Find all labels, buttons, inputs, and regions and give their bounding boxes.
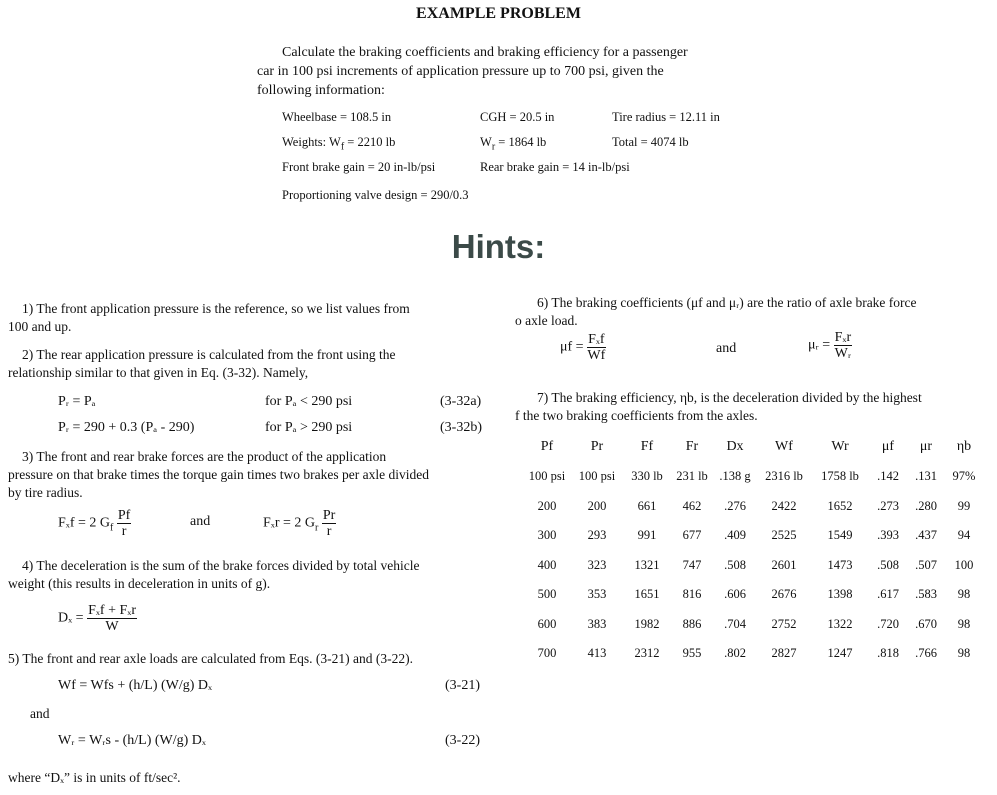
table-cell: 100 [954,557,974,572]
table-cell: 2316 lb [765,469,803,484]
equation-3-22: Wᵣ = Wᵣs - (h/L) (W/g) Dₓ [58,733,206,748]
table-cell: 97% [952,469,976,484]
table-cell: .583 [915,587,937,602]
table-cell: .131 [915,469,937,484]
table-cell: 2827 [771,646,797,661]
equation-3-32a-condition: for Pₐ < 290 psi [265,394,353,409]
table-cell: 2525 [771,528,797,543]
table-cell: 300 [537,528,557,543]
table-cell: 1549 [827,528,853,543]
table-cell: 747 [682,557,702,572]
table-cell: 2676 [771,587,797,602]
table-cell: .138 g [719,469,751,484]
given-tire-radius: Tire radius = 12.11 in [612,110,720,124]
and-label-2: and [30,706,50,721]
hint-4-line-1: 4) The deceleration is the sum of the brake forces divided by total vehicle [22,558,420,573]
table-cell: 200 [587,498,607,513]
table-header: Dx [726,439,744,454]
results-table [522,432,982,669]
table-cell: .670 [915,616,937,631]
table-cell: 400 [537,557,557,572]
hint-5: 5) The front and rear axle loads are calculated from Eqs. (3-21) and (3-22). [8,651,413,666]
table-header: Ff [640,439,654,454]
table-cell: .280 [915,498,937,513]
table-cell: 94 [957,528,971,543]
hint-2-line-1: 2) The rear application pressure is calculated from the front using the [22,347,396,362]
equation-fxf: Fₓf = 2 $G_f$ $\frac{Pf}{r}$ [58,508,131,539]
table-cell: 330 lb [631,469,663,484]
equation-3-22-number: (3-22) [445,733,480,748]
table-header-row [522,432,982,462]
table-cell: 1758 lb [821,469,859,484]
given-cgh: CGH = 20.5 in [480,110,555,124]
table-cell: 231 lb [676,469,708,484]
given-rear-weight: $W_r = 1864$ lb [480,135,547,153]
equation-3-32a-number: (3-32a) [440,394,482,409]
table-cell: 413 [587,646,607,661]
table-cell: .802 [724,646,746,661]
table-header: Wf [775,439,793,454]
table-cell: .142 [877,469,899,484]
given-front-gain: Front brake gain = 20 in-lb/psi [282,160,436,174]
table-cell: 2312 [634,646,660,661]
table-cell: 1652 [827,498,853,513]
and-label-3: and [716,341,737,356]
table-cell: 353 [587,587,607,602]
table-cell: 500 [537,587,557,602]
table-cell: 100 psi [578,469,616,484]
table-cell: 1322 [827,616,853,631]
hint-7-line-2: f the two braking coefficients from the axles. [515,408,758,423]
table-cell: .437 [915,528,937,543]
given-rear-gain: Rear brake gain = 14 in-lb/psi [480,160,630,174]
equation-3-32b-condition: for Pₐ > 290 psi [265,420,353,435]
equation-fxr: Fₓr = 2 $G_r$ $\frac{Pr}{r}$ [263,508,336,539]
table-cell: .409 [724,528,746,543]
equation-3-32a: Pᵣ = Pₐ [58,394,96,409]
table-cell: .617 [877,587,899,602]
table-cell: .606 [724,587,746,602]
problem-line-1: Calculate the braking coefficients and braking efficiency for a passenger [282,45,688,60]
table-header: μf [881,439,895,454]
hint-7-line-1: 7) The braking efficiency, ηb, is the deceleration divided by the highest [537,390,922,405]
table-row [522,521,982,551]
table-cell: 1473 [827,557,853,572]
table-header: ηb [956,439,972,454]
table-header: μr [919,439,933,454]
page-title: EXAMPLE PROBLEM [416,5,581,22]
table-row [522,580,982,610]
problem-line-3: following information: [257,83,385,98]
table-cell: 661 [637,498,657,513]
table-cell: .818 [877,646,899,661]
equation-3-32b: Pᵣ = 290 + 0.3 (Pₐ - 290) [58,420,195,435]
equation-mur: μᵣ = $\frac{\text{Fₓr}}{\text{Wᵣ}}$ [808,330,852,361]
table-header: Pf [540,439,554,454]
equation-muf: μf = $\frac{\text{Fₓf}}{Wf}$ [560,332,606,363]
table-cell: .507 [915,557,937,572]
table-cell: .508 [724,557,746,572]
table-cell: 98 [957,587,971,602]
table-cell: 677 [682,528,702,543]
equation-3-32b-number: (3-32b) [440,420,482,435]
hint-3-line-2: pressure on that brake times the torque gain times two brakes per axle divided [8,467,429,482]
table-cell: 2601 [771,557,797,572]
table-cell: 323 [587,557,607,572]
table-cell: 886 [682,616,702,631]
hint-6-line-1: 6) The braking coefficients (μf and μᵣ) are the ratio of axle brake force [537,295,917,310]
table-cell: 991 [637,528,657,543]
table-row [522,492,982,522]
given-wheelbase: Wheelbase = 108.5 in [282,110,392,124]
equation-3-21-number: (3-21) [445,678,480,693]
table-cell: 1398 [827,587,853,602]
and-label-1: and [190,514,211,529]
hint-2-line-2: relationship similar to that given in Eq. (3-32). Namely, [8,365,309,380]
table-cell: 600 [537,616,557,631]
hint-4-line-2: weight (this results in deceleration in units of g). [8,576,271,591]
hint-1-line-1: 1) The front application pressure is the reference, so we list values from [22,301,410,316]
table-cell: 98 [957,616,971,631]
table-cell: 293 [587,528,607,543]
table-row [522,551,982,581]
table-cell: 99 [957,498,971,513]
units-note: where “Dₓ” is in units of ft/sec². [8,770,181,785]
table-cell: .508 [877,557,899,572]
equation-deceleration: Dₓ = $\frac{\text{Fₓf + Fₓr}}{W}$ [58,603,136,634]
table-cell: 1247 [827,646,853,661]
given-total-weight: Total = 4074 lb [612,135,689,149]
table-row [522,610,982,640]
table-cell: .704 [724,616,746,631]
problem-line-2: car in 100 psi increments of application pressure up to 700 psi, given the [257,64,664,79]
table-cell: .276 [724,498,746,513]
hint-3-line-1: 3) The front and rear brake forces are the product of the application [22,449,387,464]
table-header: Pr [590,439,604,454]
table-cell: 816 [682,587,702,602]
table-cell: 1321 [634,557,660,572]
hint-6-line-2: o axle load. [515,313,578,328]
table-cell: 1982 [634,616,660,631]
table-cell: 462 [682,498,702,513]
given-front-weight: Weights: $W_f = 2210$ lb [282,135,396,153]
table-header: Wr [831,439,849,454]
table-row [522,639,982,669]
hint-1-line-2: 100 and up. [8,319,72,334]
table-cell: 955 [682,646,702,661]
table-cell: 383 [587,616,607,631]
equation-3-21: Wf = Wfs + (h/L) (W/g) Dₓ [58,678,213,693]
table-cell: .393 [877,528,899,543]
table-cell: .273 [877,498,899,513]
table-cell: 98 [957,646,971,661]
table-cell: 100 psi [528,469,566,484]
given-valve-design: Proportioning valve design = 290/0.3 [282,188,469,202]
table-cell: 1651 [634,587,660,602]
table-cell: 200 [537,498,557,513]
table-cell: 700 [537,646,557,661]
table-header: Fr [685,439,699,454]
table-cell: 2422 [771,498,797,513]
table-cell: .720 [877,616,899,631]
table-row [522,462,982,492]
hints-heading: Hints: [451,228,546,265]
table-cell: 2752 [771,616,797,631]
table-cell: .766 [915,646,937,661]
hint-3-line-3: by tire radius. [8,485,83,500]
